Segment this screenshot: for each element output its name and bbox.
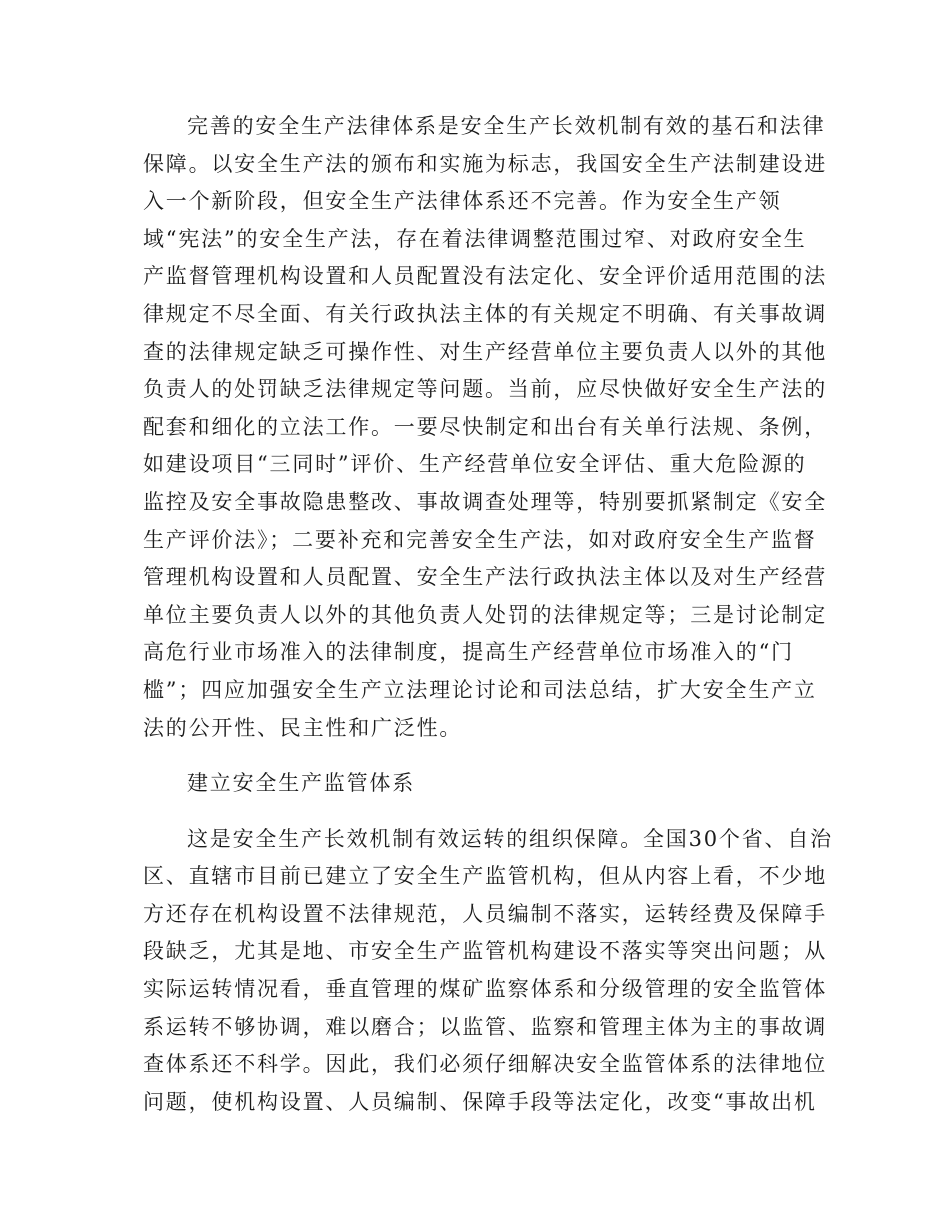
text-line: 区、直辖市目前已建立了安全生产监管机构，但从内容上看，不少地	[143, 864, 827, 889]
text-line: 完善的安全生产法律体系是安全生产长效机制有效的基石和法律	[187, 114, 826, 138]
paragraph-spacer	[143, 803, 808, 821]
text-line: 保障。以安全生产法的颁布和实施为标志，我国安全生产法制建设进	[143, 151, 827, 176]
text-line: 实际运转情况看，垂直管理的煤矿监察体系和分级管理的安全监管体	[143, 977, 827, 1002]
text-line: 查的法律规定缺乏可操作性、对生产经营单位主要负责人以外的其他	[143, 339, 827, 364]
text-line: 产监督管理机构设置和人员配置没有法定化、安全评价适用范围的法	[143, 264, 827, 289]
text-line: 管理机构设置和人员配置、安全生产法行政执法主体以及对生产经营	[143, 565, 827, 590]
text-line: 系运转不够协调，难以磨合；以监管、监察和管理主体为主的事故调	[143, 1014, 827, 1039]
paragraph-spacer	[143, 747, 808, 765]
text-line: 入一个新阶段，但安全生产法律体系还不完善。作为安全生产领	[143, 189, 782, 214]
document-body	[143, 108, 833, 1121]
text-line: 段缺乏，尤其是地、市安全生产监管机构建设不落实等突出问题；从	[143, 939, 827, 964]
paragraph-supervision-system	[143, 821, 833, 1122]
text-line: 监控及安全事故隐患整改、事故调查处理等，特别要抓紧制定《安全	[143, 489, 827, 514]
text-line: 生产评价法》；二要补充和完善安全生产法，如对政府安全生产监督	[143, 527, 817, 552]
section-heading	[143, 765, 808, 803]
text-line: 问题，使机构设置、人员编制、保障手段等法定化，改变“事故出机	[143, 1089, 817, 1114]
section-heading-text: 建立安全生产监管体系	[187, 771, 415, 796]
text-line: 方还存在机构设置不法律规范，人员编制不落实，运转经费及保障手	[143, 901, 827, 926]
text-line: 如建设项目“三同时”评价、生产经营单位安全评估、重大危险源的	[143, 452, 807, 477]
paragraph-legal-system	[143, 108, 827, 747]
text-line: 这是安全生产长效机制有效运转的组织保障。全国30个省、自治	[187, 826, 833, 851]
text-line: 查体系还不科学。因此，我们必须仔细解决安全监管体系的法律地位	[143, 1052, 827, 1077]
text-line: 高危行业市场准入的法律制度，提高生产经营单位市场准入的“门	[143, 640, 794, 665]
text-line: 律规定不尽全面、有关行政执法主体的有关规定不明确、有关事故调	[143, 301, 827, 326]
text-line: 法的公开性、民主性和广泛性。	[143, 715, 463, 740]
text-line: 单位主要负责人以外的其他负责人处罚的法律规定等；三是讨论制定	[143, 602, 827, 627]
text-line: 域“宪法”的安全生产法，存在着法律调整范围过窄、对政府安全生	[143, 226, 807, 251]
text-line: 槛”；四应加强安全生产立法理论讨论和司法总结，扩大安全生产立	[143, 677, 817, 702]
text-line: 负责人的处罚缺乏法律规定等问题。当前，应尽快做好安全生产法的	[143, 377, 827, 402]
text-line: 配套和细化的立法工作。一要尽快制定和出台有关单行法规、条例，	[143, 414, 827, 439]
